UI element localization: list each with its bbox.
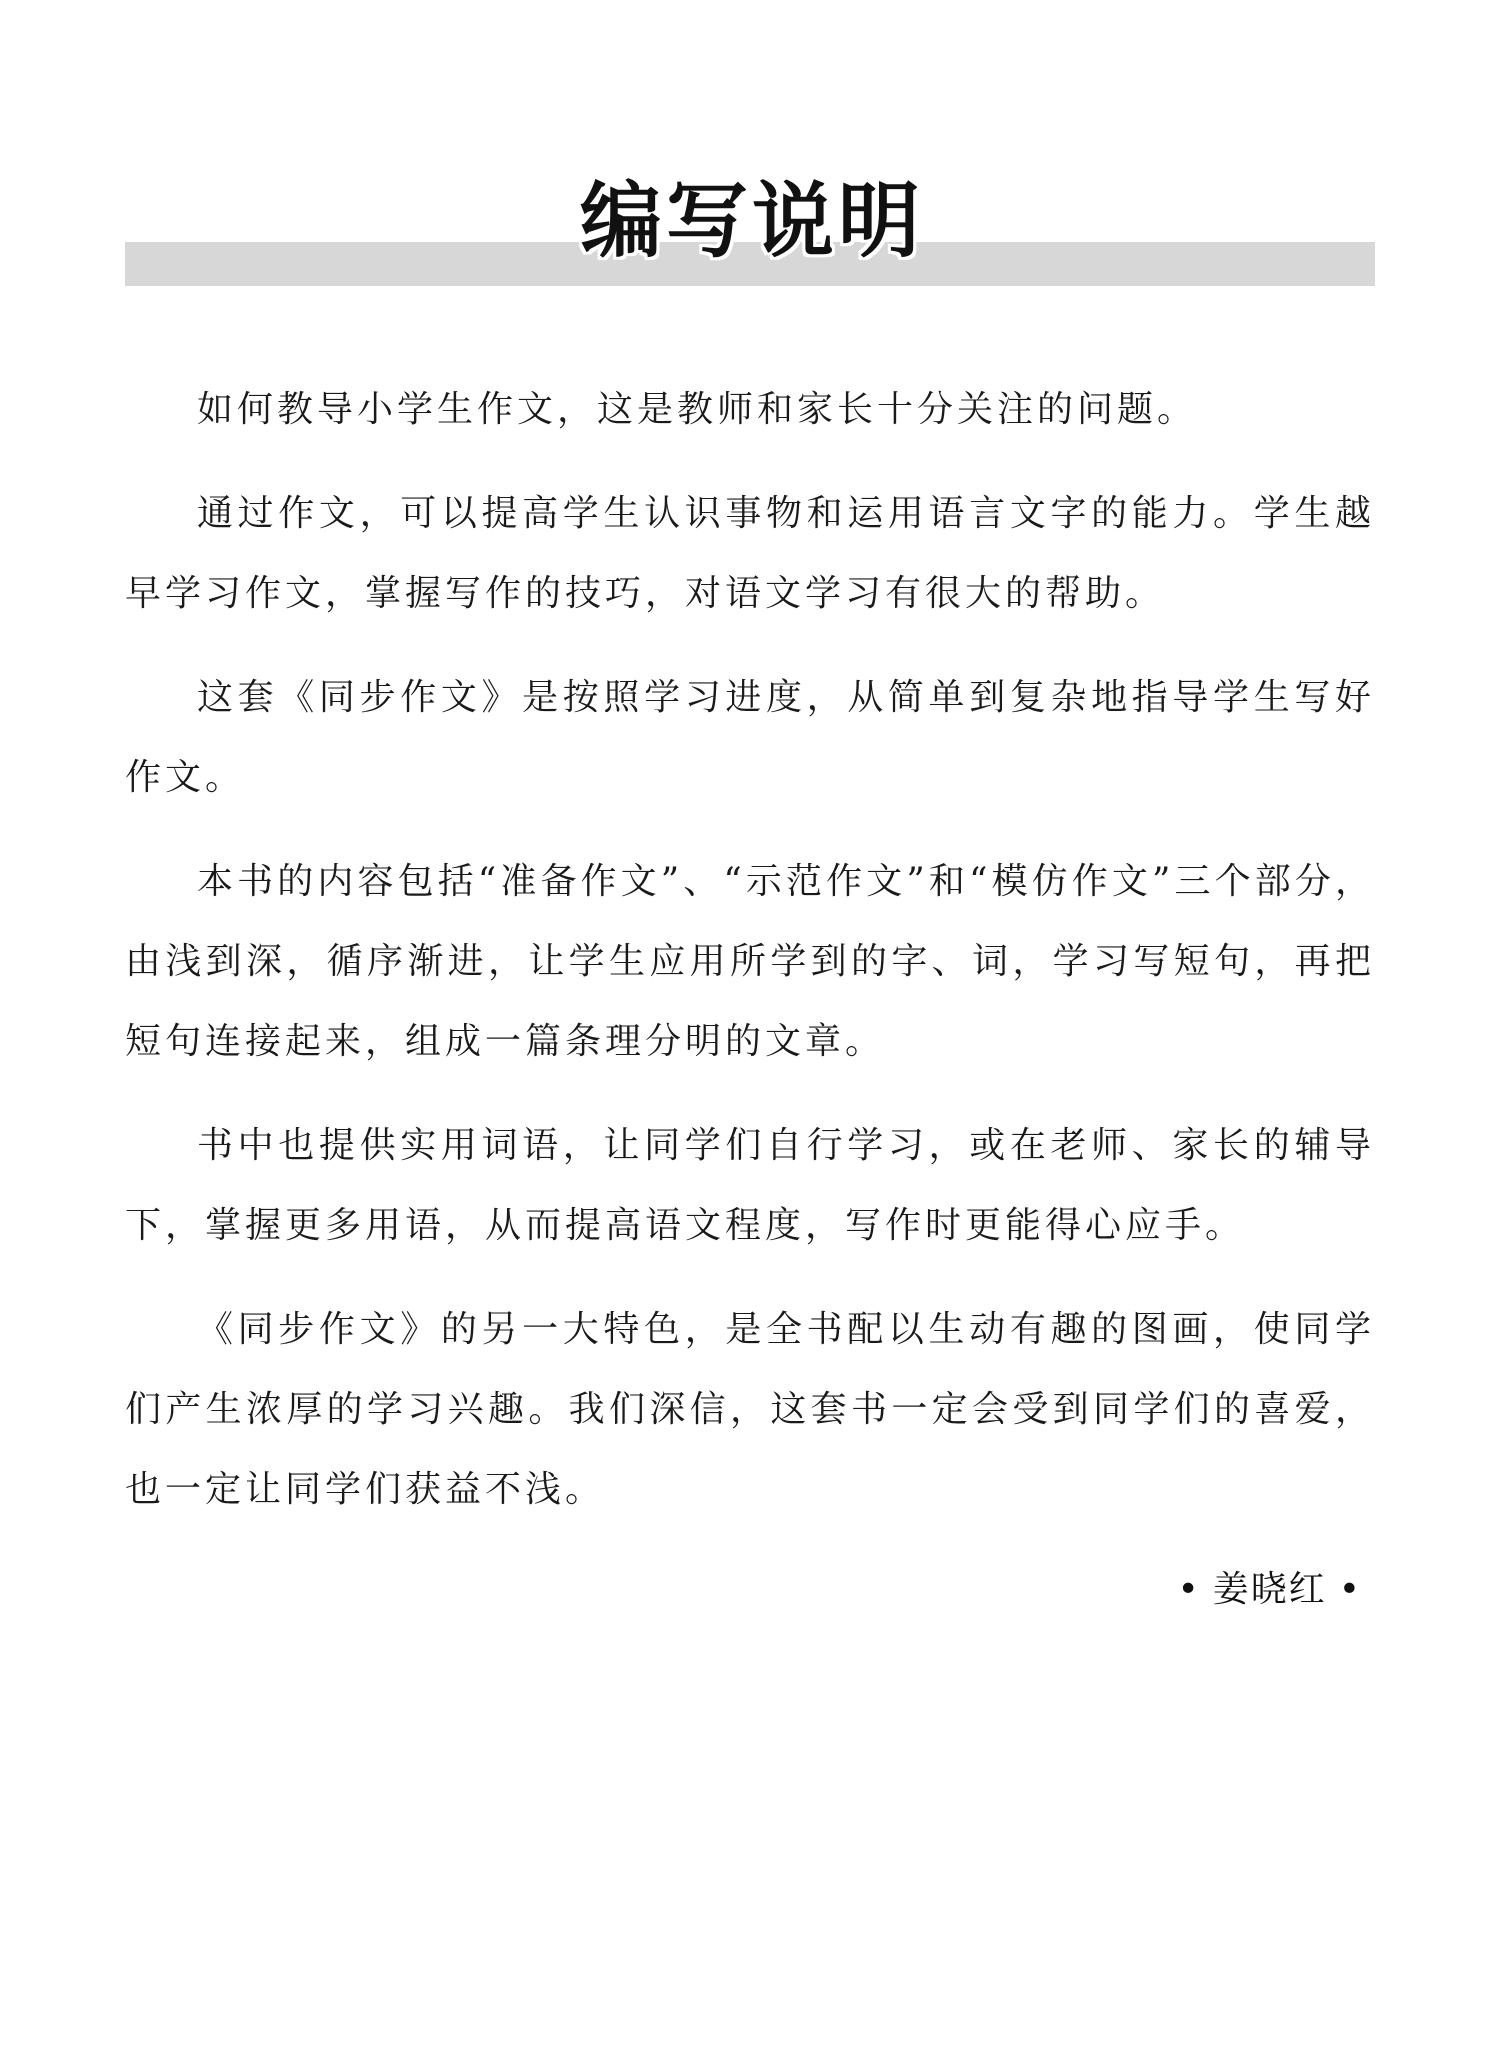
page-title: 编写说明 — [579, 174, 924, 269]
author-name: 姜晓红 — [1212, 1569, 1327, 1610]
paragraph: 书中也提供实用词语，让同学们自行学习，或在老师、家长的辅导下，掌握更多用语，从而提高语文程度，写作时更能得心应手。 — [125, 1125, 1375, 1246]
paragraph: 本书的内容包括“准备作文”、“示范作文”和“模仿作文”三个部分，由浅到深，循序渐进，让学生应用所学到的字、词，学习写短句，再把短句连接起来，组成一篇条理分明的文章。 — [125, 861, 1375, 1062]
paragraph: 如何教导小学生作文，这是教师和家长十分关注的问题。 — [197, 389, 1198, 430]
body-text — [125, 370, 1375, 1554]
paragraph: 《同步作文》的另一大特色，是全书配以生动有趣的图画，使同学们产生浓厚的学习兴趣。我们深信，这套书一定会受到同学们的喜爱，也一定让同学们获益不浅。 — [125, 1309, 1375, 1510]
paragraph: 通过作文，可以提高学生认识事物和运用语言文字的能力。学生越早学习作文，掌握写作的技巧，对语文学习有很大的帮助。 — [125, 493, 1375, 614]
bullet-left: • — [1177, 1569, 1201, 1610]
bullet-right: • — [1338, 1569, 1362, 1610]
author-signature — [1166, 1560, 1374, 1620]
paragraph: 这套《同步作文》是按照学习进度，从简单到复杂地指导学生写好作文。 — [125, 677, 1375, 798]
